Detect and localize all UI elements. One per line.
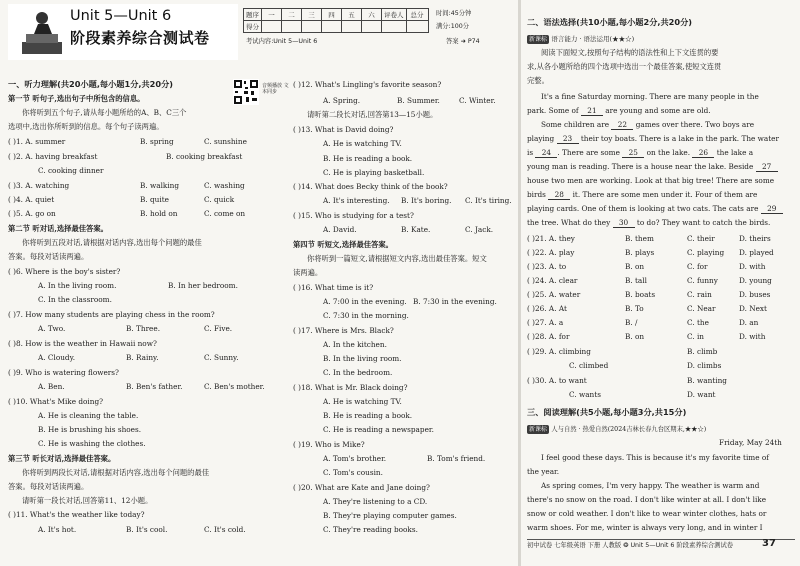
option[interactable]: D. buses — [739, 290, 771, 299]
blank-24[interactable]: 24 — [535, 148, 557, 158]
section-listening-title: 一、听力理解(共20小题,每小题1分,共20分) — [8, 79, 174, 89]
page-footer — [527, 539, 795, 551]
option[interactable]: D. Next — [739, 304, 767, 313]
option[interactable]: C. quick — [204, 195, 235, 204]
blank-21[interactable]: 21 — [581, 106, 603, 116]
score-head: 题序 — [244, 9, 262, 21]
question-10[interactable]: ( )10. What's Mike doing? — [8, 397, 104, 406]
option[interactable]: C. for — [687, 262, 708, 271]
passage-text: playing cards. One of them is looking at two cats. The cats are — [527, 204, 759, 213]
question-12[interactable]: ( )12. What's Lingling's favorite season? — [293, 80, 442, 89]
reading-line: As spring comes, I'm very happy. The weather is warm and — [541, 481, 760, 490]
score-cell[interactable] — [406, 21, 428, 33]
option[interactable]: B. plays — [625, 248, 655, 257]
option[interactable]: C. cooking dinner — [38, 166, 104, 175]
diary-date: Friday, May 24th — [719, 438, 782, 447]
question-30[interactable]: ( )30. A. to want — [527, 376, 587, 385]
option[interactable]: B. They're playing computer games. — [323, 511, 457, 520]
passage-text: to do? They want to catch the birds. — [636, 218, 771, 227]
passage-text: the tree. What do they — [527, 218, 611, 227]
instruction: 选项中,选出你所听到的信息。每个句子读两遍。 — [8, 122, 164, 131]
option[interactable]: C. 7:30 in the morning. — [323, 311, 409, 320]
option[interactable]: A. David. — [323, 225, 357, 234]
option[interactable]: B. tall — [625, 276, 647, 285]
option[interactable]: B. boats — [625, 290, 656, 299]
score-cell[interactable] — [302, 21, 322, 33]
passage-line: It's a fine Saturday morning. There are many people in the — [541, 92, 759, 101]
instruction: 求,从各小题所给的四个选项中选出一个最佳答案,使短文连贯 — [527, 62, 722, 71]
option[interactable]: B. He is reading a book. — [323, 411, 413, 420]
option[interactable]: A. He is watching TV. — [323, 397, 402, 406]
question-19[interactable]: ( )19. Who is Mike? — [293, 440, 365, 449]
option[interactable]: C. He is reading a newspaper. — [323, 425, 434, 434]
option[interactable]: C. They're reading books. — [323, 525, 418, 534]
score-cell[interactable] — [382, 21, 407, 33]
question-17[interactable]: ( )17. Where is Mrs. Black? — [293, 326, 394, 335]
part3-title: 第三节 听长对话,选择最佳答案。 — [8, 454, 116, 463]
question-23[interactable]: ( )23. A. to — [527, 262, 567, 271]
option[interactable]: C. the — [687, 318, 709, 327]
option[interactable]: B. 7:30 in the evening. — [413, 297, 497, 306]
option[interactable]: C. Winter. — [459, 96, 496, 105]
question-26[interactable]: ( )26. A. At — [527, 304, 567, 313]
option[interactable]: C. He is playing basketball. — [323, 168, 425, 177]
option[interactable]: B. on — [625, 262, 645, 271]
time-limit: 时间:45分钟 — [436, 10, 472, 17]
instruction: 完整。 — [527, 76, 549, 85]
page-number: 37 — [762, 538, 776, 549]
option[interactable]: D. with — [739, 332, 766, 341]
option[interactable]: D. theirs — [739, 234, 771, 243]
passage-text: . There are some — [557, 148, 620, 157]
section-reading-title: 三、阅读理解(共5小题,每小题3分,共15分) — [527, 407, 687, 417]
instruction: 请听第二段长对话,回答第13—15小题。 — [307, 110, 438, 119]
instruction: 答案。每段对话读两遍。 — [8, 252, 89, 261]
option[interactable]: C. their — [687, 234, 715, 243]
option[interactable]: B. In the living room. — [323, 354, 402, 363]
option[interactable]: B. To — [625, 304, 644, 313]
blank-28[interactable]: 28 — [548, 190, 570, 200]
option[interactable]: B. It's boring. — [401, 196, 452, 205]
exam-scope: 考试内容:Unit 5—Unit 6 — [246, 38, 318, 45]
full-score: 满分:100分 — [436, 23, 470, 30]
question-7[interactable]: ( )7. How many students are playing chess in the room? — [8, 310, 215, 319]
title-box — [8, 4, 238, 60]
score-cell[interactable] — [262, 21, 282, 33]
option[interactable]: B. He is brushing his shoes. — [38, 425, 142, 434]
blank-27[interactable]: 27 — [756, 162, 778, 172]
score-head: 一 — [262, 9, 282, 21]
question-5[interactable]: ( )5. A. go on — [8, 209, 56, 218]
blank-30[interactable]: 30 — [613, 218, 635, 228]
option[interactable]: B. wanting — [687, 376, 727, 385]
option[interactable]: A. Two. — [38, 324, 66, 333]
option[interactable]: A. In the kitchen. — [323, 340, 387, 349]
option[interactable]: A. They're listening to a CD. — [323, 497, 428, 506]
question-4[interactable]: ( )4. A. quiet — [8, 195, 55, 204]
question-1[interactable]: ( )1. A. summer — [8, 137, 66, 146]
score-cell[interactable] — [322, 21, 342, 33]
title-units: Unit 5—Unit 6 — [70, 8, 172, 24]
option[interactable]: A. In the living room. — [38, 281, 117, 290]
passage-text: their toy boats. There is a lake in the park. The water — [580, 134, 779, 143]
passage-text: playing — [527, 134, 555, 143]
option[interactable]: D. an — [739, 318, 759, 327]
blank-23[interactable]: 23 — [557, 134, 579, 144]
option[interactable]: B. Ben's father. — [126, 382, 183, 391]
option[interactable]: C. In the classroom. — [38, 295, 112, 304]
question-13[interactable]: ( )13. What is David doing? — [293, 125, 394, 134]
score-head: 总分 — [406, 9, 428, 21]
question-24[interactable]: ( )24. A. clear — [527, 276, 578, 285]
question-29[interactable]: ( )29. A. climbing — [527, 347, 591, 356]
option[interactable]: C. Jack. — [465, 225, 494, 234]
passage-line: house two men are working. Look at that big tree! There are some — [527, 176, 775, 185]
option[interactable]: C. wants — [569, 390, 601, 399]
reading-line: warm shoes. For me, winter is always very long, and in winter I — [527, 523, 763, 532]
score-head: 五 — [342, 9, 362, 21]
blank-22[interactable]: 22 — [611, 120, 633, 130]
answer-ref: 答案 ➜ P74 — [446, 38, 480, 45]
option[interactable]: C. climbed — [569, 361, 609, 370]
instruction: 答案。每段对话读两遍。 — [8, 482, 89, 491]
option[interactable]: B. on — [625, 332, 645, 341]
instruction: 阅读下面短文,按照句子结构的语法性和上下文连贯的要 — [541, 48, 719, 57]
option[interactable]: C. Five. — [204, 324, 233, 333]
passage-text: the lake a — [716, 148, 754, 157]
option[interactable]: B. In her bedroom. — [168, 281, 238, 290]
page-gutter — [518, 0, 521, 566]
badge-text: 语言能力 · 语法运用(★★☆) — [551, 35, 635, 43]
passage-text: young man is reading. There is a house near the lake. Beside — [527, 162, 754, 171]
question-21[interactable]: ( )21. A. they — [527, 234, 575, 243]
option[interactable]: D. want — [687, 390, 716, 399]
score-cell[interactable] — [282, 21, 302, 33]
score-head: 六 — [362, 9, 382, 21]
badge: 新课标 — [529, 36, 548, 43]
passage-text: Some children are — [541, 120, 610, 129]
qr-code-icon[interactable] — [233, 79, 259, 105]
option[interactable]: A. Spring. — [323, 96, 361, 105]
passage-text: park. Some of — [527, 106, 579, 115]
question-25[interactable]: ( )25. A. water — [527, 290, 581, 299]
question-2[interactable]: ( )2. A. having breakfast — [8, 152, 98, 161]
score-head: 四 — [322, 9, 342, 21]
instruction: 你将听到两段长对话,请根据对话内容,选出每个问题的最佳 — [22, 468, 210, 477]
score-cell[interactable] — [362, 21, 382, 33]
passage-text: on the lake. — [646, 148, 691, 157]
question-15[interactable]: ( )15. Who is studying for a test? — [293, 211, 414, 220]
option[interactable]: A. 7:00 in the evening. — [323, 297, 407, 306]
instruction: 请听第一段长对话,回答第11、12小题。 — [22, 496, 153, 505]
option[interactable]: A. It's interesting. — [323, 196, 390, 205]
question-27[interactable]: ( )27. A. a — [527, 318, 564, 327]
option[interactable]: D. young — [739, 276, 772, 285]
option[interactable]: B. spring — [140, 137, 174, 146]
passage-text: are young and some are old. — [605, 106, 711, 115]
question-6[interactable]: ( )6. Where is the boy's sister? — [8, 267, 121, 276]
section-grammar-title: 二、语法选择(共10小题,每小题2分,共20分) — [527, 17, 693, 27]
score-row-label: 得分 — [244, 21, 262, 33]
instruction: 你将听到一篇短文,请根据短文内容,选出最佳答案。短文 — [307, 254, 487, 263]
question-22[interactable]: ( )22. A. play — [527, 248, 575, 257]
passage-text: games over there. Two boys are — [635, 120, 755, 129]
score-head: 三 — [302, 9, 322, 21]
option[interactable]: C. playing — [687, 248, 725, 257]
qr-caption: 音频播放 文本同步 — [262, 83, 289, 95]
reading-line: there's no snow on the road. I don't like winter at all. I don't like — [527, 495, 767, 504]
option[interactable]: A. Tom's brother. — [323, 454, 387, 463]
option[interactable]: C. washing — [204, 181, 245, 190]
option[interactable]: C. It's cold. — [204, 525, 246, 534]
option[interactable]: B. Kate. — [401, 225, 431, 234]
option[interactable]: B. cooking breakfast — [166, 152, 243, 161]
passage-text: is — [527, 148, 534, 157]
option[interactable]: B. Rainy. — [126, 353, 159, 362]
part4-title: 第四节 听短文,选择最佳答案。 — [293, 240, 393, 249]
option[interactable]: C. In the bedroom. — [323, 368, 393, 377]
blank-29[interactable]: 29 — [761, 204, 783, 214]
option[interactable]: D. played — [739, 248, 774, 257]
option[interactable]: C. Sunny. — [204, 353, 239, 362]
passage-text: it. There are some men under it. Four of them are — [572, 190, 758, 199]
score-cell[interactable] — [342, 21, 362, 33]
option[interactable]: B. / — [625, 318, 638, 327]
option[interactable]: C. funny — [687, 276, 718, 285]
option[interactable]: B. Summer. — [397, 96, 440, 105]
option[interactable]: A. He is cleaning the table. — [38, 411, 139, 420]
title-main: 阶段素养综合测试卷 — [70, 29, 210, 47]
score-head: 二 — [282, 9, 302, 21]
option[interactable]: B. It's cool. — [126, 525, 168, 534]
option[interactable]: B. walking — [140, 181, 180, 190]
instruction: 你将听到五段对话,请根据对话内容,选出每个问题的最佳 — [22, 238, 202, 247]
instruction: 读两遍。 — [293, 268, 323, 277]
score-head: 评卷人 — [382, 9, 407, 21]
option[interactable]: B. them — [625, 234, 654, 243]
blank-25[interactable]: 25 — [622, 148, 644, 158]
blank-26[interactable]: 26 — [692, 148, 714, 158]
question-14[interactable]: ( )14. What does Becky think of the book? — [293, 182, 448, 191]
question-20[interactable]: ( )20. What are Kate and Jane doing? — [293, 483, 430, 492]
option[interactable]: B. He is reading a book. — [323, 154, 413, 163]
reading-line: snow or cold weather. I don't like to wear winter clothes, hats or — [527, 509, 767, 518]
instruction: 你将听到五个句子,请从每小题所给的A、B、C三个 — [22, 108, 187, 117]
option[interactable]: A. Ben. — [38, 382, 65, 391]
reading-line: the year. — [527, 467, 560, 476]
option[interactable]: C. He is washing the clothes. — [38, 439, 146, 448]
option[interactable]: B. quite — [140, 195, 169, 204]
question-11[interactable]: ( )11. What's the weather like today? — [8, 510, 145, 519]
option[interactable]: B. hold on — [140, 209, 178, 218]
part2-title: 第二节 听对话,选择最佳答案。 — [8, 224, 108, 233]
option[interactable]: B. Tom's friend. — [427, 454, 486, 463]
option[interactable]: C. Ben's mother. — [204, 382, 265, 391]
option[interactable]: A. He is watching TV. — [323, 139, 402, 148]
option[interactable]: C. sunshine — [204, 137, 247, 146]
part1-title: 第一节 听句子,选出句子中所包含的信息。 — [8, 94, 145, 103]
score-table — [243, 8, 429, 33]
option[interactable]: C. Near — [687, 304, 716, 313]
question-28[interactable]: ( )28. A. for — [527, 332, 570, 341]
option[interactable]: A. It's hot. — [38, 525, 77, 534]
option[interactable]: B. climb — [687, 347, 718, 356]
question-8[interactable]: ( )8. How is the weather in Hawaii now? — [8, 339, 157, 348]
reading-figure-icon — [20, 8, 66, 58]
question-16[interactable]: ( )16. What time is it? — [293, 283, 374, 292]
option[interactable]: D. climbs — [687, 361, 722, 370]
option[interactable]: D. with — [739, 262, 766, 271]
badge: 新课标 — [529, 426, 548, 433]
question-9[interactable]: ( )9. Who is watering flowers? — [8, 368, 119, 377]
option[interactable]: C. rain — [687, 290, 712, 299]
passage-text: birds — [527, 190, 546, 199]
option[interactable]: C. in — [687, 332, 704, 341]
badge-text: 人与自然 · 热爱自然(2024吉林长春九台区期末,★★☆) — [551, 426, 707, 433]
question-3[interactable]: ( )3. A. watching — [8, 181, 70, 190]
option[interactable]: A. Cloudy. — [38, 353, 76, 362]
option[interactable]: C. come on — [204, 209, 246, 218]
reading-line: I feel good these days. This is because it's my favorite time of — [541, 453, 769, 462]
footer-text: 初中试卷 七年级英语 下册 人教版 ❂ Unit 5—Unit 6 阶段素养综合测试卷 — [527, 542, 734, 549]
option[interactable]: C. Tom's cousin. — [323, 468, 383, 477]
option[interactable]: C. It's tiring. — [465, 196, 512, 205]
question-18[interactable]: ( )18. What is Mr. Black doing? — [293, 383, 408, 392]
option[interactable]: B. Three. — [126, 324, 161, 333]
